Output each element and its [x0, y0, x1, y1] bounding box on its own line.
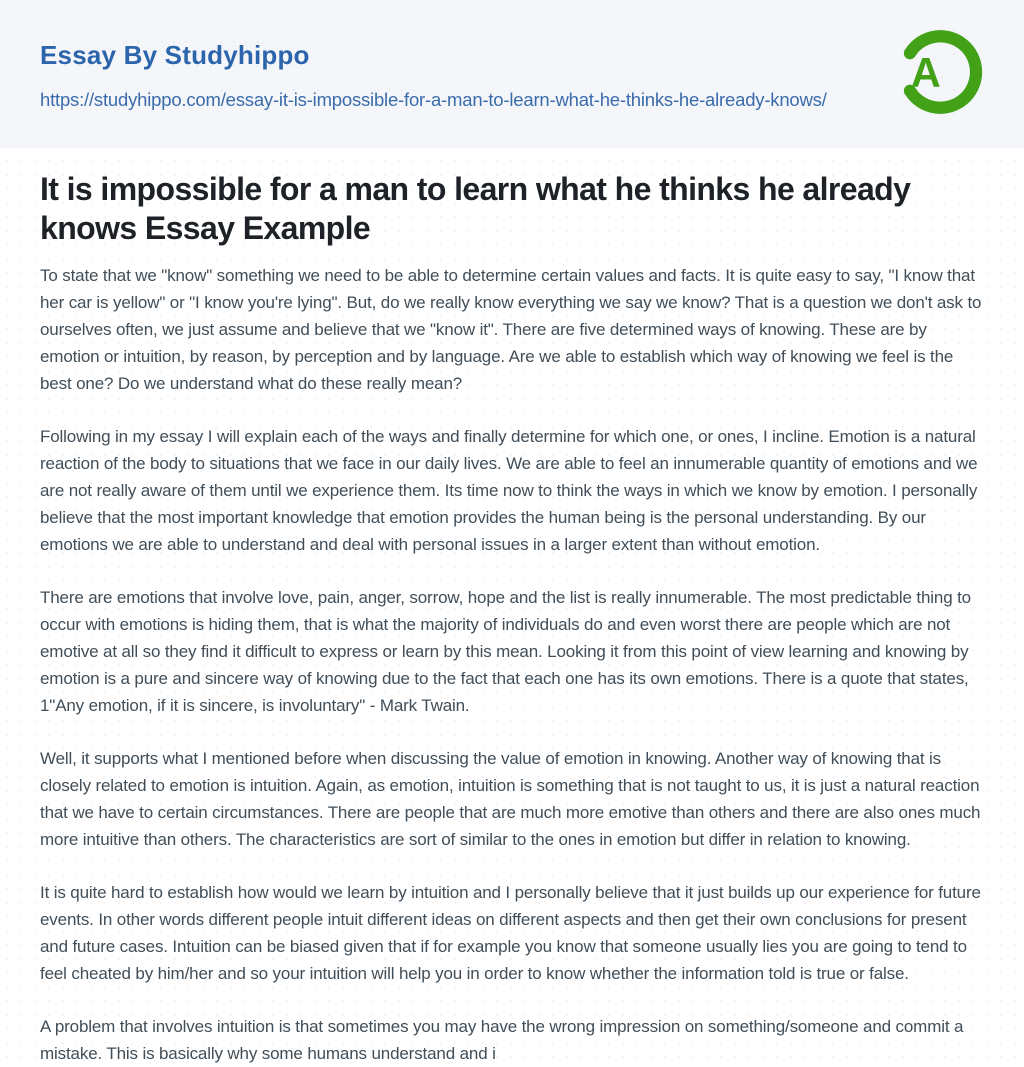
essay-paragraph: Well, it supports what I mentioned before when discussing the value of emotion in knowing. Another way of knowing that is closely related to emotion is intuition. Again, as emotion, intuition is something that is not taught to us, it is just a natural reaction that we have to certain circumstances. There are people that are much more emotive than others and there are also ones much more intuitive than others. The characteristics are sort of similar to the ones in emotion but differ in relation to knowing.: [40, 749, 981, 849]
essay-paragraph: Following in my essay I will explain each of the ways and finally determine for which one, or ones, I incline. Emotion is a natural reaction of the body to situations that we face in our daily lives. We are able to feel an innumerable quantity of emotions and we are not really aware of them until we experience them. Its time now to think the ways in which we know by emotion. I personally believe that the most important knowledge that emotion provides the human being is the personal understanding. By our emotions we are able to understand and deal with personal issues in a larger extent than without emotion.: [40, 427, 978, 554]
essay-title: It is impossible for a man to learn what he thinks he already knows Essay Example: [40, 171, 911, 246]
site-title: Essay By Studyhippo: [40, 40, 310, 70]
studyhippo-logo-icon: [892, 24, 986, 120]
essay-article: [0, 148, 1024, 1067]
page-header: [0, 0, 1024, 148]
essay-paragraph: There are emotions that involve love, pain, anger, sorrow, hope and the list is really innumerable. The most predictable thing to occur with emotions is hiding them, that is what the majority of individuals do and even worst there are people which are not emotive at all so they find it difficult to express or learn by this mean. Looking it from this point of view learning and knowing by emotion is a pure and sincere way of knowing due to the fact that each one has its own emotions. There is a quote that states, 1"Any emotion, if it is sincere, is involuntary" - Mark Twain.: [40, 588, 971, 715]
essay-paragraph: It is quite hard to establish how would we learn by intuition and I personally believe that it just builds up our experience for future events. In other words different people intuit different ideas on different aspects and then get their own conclusions for present and future cases. Intuition can be biased given that if for example you know that someone usually lies you are going to tend to feel cheated by him/her and so your intuition will help you in order to know whether the information told is true or false.: [40, 883, 981, 983]
logo-letter: A: [910, 50, 941, 97]
essay-url-link[interactable]: https://studyhippo.com/essay-it-is-impossible-for-a-man-to-learn-what-he-thinks-he-already-knows/: [40, 89, 827, 110]
essay-paragraph: To state that we "know" something we need to be able to determine certain values and facts. It is quite easy to say, "I know that her car is yellow" or "I know you're lying". But, do we really know everything we say we know? That is a question we don't ask to ourselves often, we just assume and believe that we "know it". There are five determined ways of knowing. These are by emotion or intuition, by reason, by perception and by language. Are we able to establish which way of knowing we feel is the best one? Do we understand what do these really mean?: [40, 266, 982, 393]
essay-paragraph: A problem that involves intuition is that sometimes you may have the wrong impression on something/someone and commit a mistake. This is basically why some humans understand and i: [40, 1017, 964, 1063]
